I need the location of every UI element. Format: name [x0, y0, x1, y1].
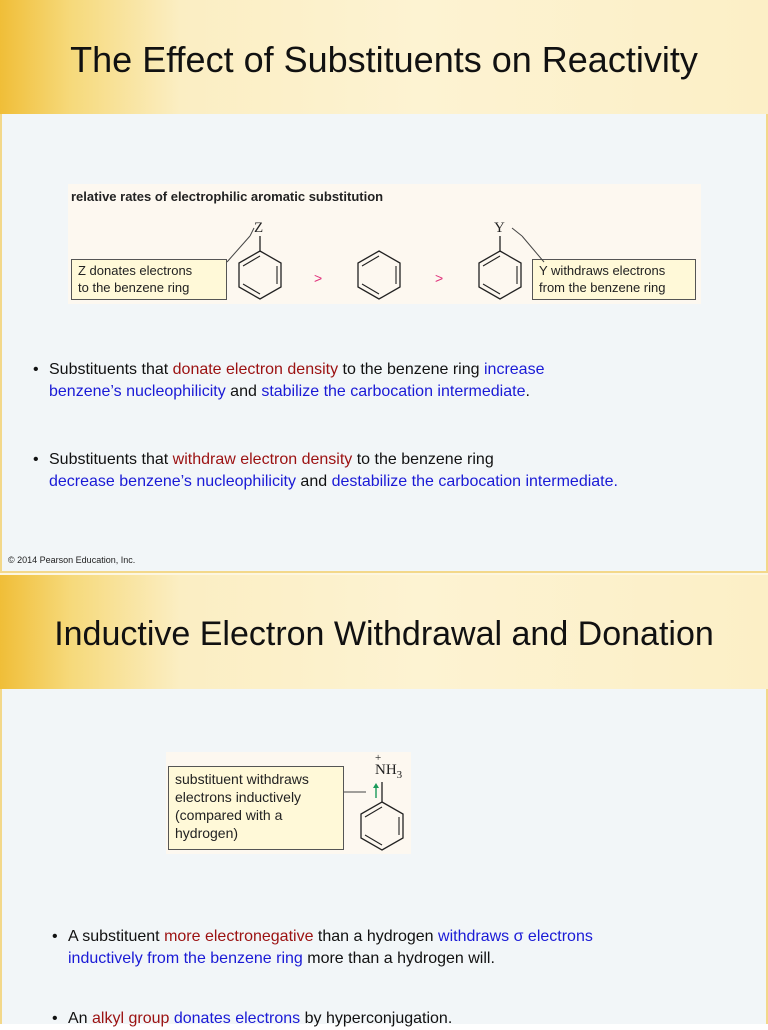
bullet-donating [33, 359, 749, 403]
inductive-callout-line: electrons inductively [175, 789, 302, 805]
bullet-text: by hyperconjugation. [300, 1010, 453, 1027]
group-subscript: 3 [396, 769, 403, 781]
ammonium-group-label [375, 762, 402, 781]
bullet-text: to the benzene ring [338, 361, 484, 378]
bullet-line [68, 948, 758, 970]
benzene-structures [68, 184, 701, 304]
slide-title: Inductive Electron Withdrawal and Donation [54, 615, 714, 653]
bullet-dot: • [33, 361, 39, 378]
inductive-callout-line: substituent withdraws [175, 771, 309, 787]
bullet-text: . [525, 383, 530, 400]
bullet-line [68, 926, 758, 948]
title-bar [0, 575, 768, 689]
bullet-dot: • [33, 451, 39, 468]
substituent-y-label: Y [494, 220, 505, 236]
bullet-text-blue: increase [483, 361, 545, 378]
inductive-arrow [373, 783, 379, 798]
bullet-text-red: alkyl group [92, 1010, 170, 1027]
inductive-callout-line: hydrogen) [175, 825, 239, 841]
bullet-text-red: more electronegative [164, 928, 314, 945]
bullet-text-red: donate electron density [172, 361, 339, 378]
relative-rates-figure [68, 184, 701, 304]
bullet-text-red: withdraw electron density [172, 451, 353, 468]
bullet-electronegative [52, 926, 758, 970]
substituent-z-label: Z [254, 220, 264, 236]
donor-callout-line: Z donates electrons [78, 263, 193, 278]
greater-than-sign: > [435, 270, 444, 286]
benzene-z-ring [239, 236, 281, 299]
donor-callout-line: to the benzene ring [78, 280, 190, 295]
bullet-text: Substituents that [49, 451, 173, 468]
bullet-text: to the benzene ring [352, 451, 494, 468]
bullet-dot: • [52, 928, 58, 945]
bullet-dot: • [52, 1010, 58, 1027]
bullet-text-blue: decrease benzene’s nucleophilicity [49, 473, 296, 490]
bullet-withdrawing [33, 449, 749, 493]
inductive-withdrawal-figure [166, 752, 411, 854]
bullet-line [49, 471, 749, 493]
group-symbol: NH [375, 762, 397, 778]
bullet-text: A substituent [68, 928, 165, 945]
bullet-text-blue: withdraws σ electrons [438, 928, 593, 945]
figure-caption: relative rates of electrophilic aromatic substitution [71, 189, 384, 204]
bullet-text-blue: stabilize the carbocation intermediate [261, 383, 526, 400]
bullet-text-blue: donates electrons [173, 1010, 301, 1027]
bullet-line [68, 1008, 758, 1030]
bullet-text: Substituents that [49, 361, 173, 378]
bullet-text: An [68, 1010, 93, 1027]
benzene-ring [358, 251, 400, 299]
bullet-alkyl [52, 1008, 758, 1030]
bullet-text: more than a hydrogen will. [302, 950, 495, 967]
title-bar [0, 0, 768, 114]
slide-body [0, 689, 768, 1024]
greater-than-sign: > [314, 270, 323, 286]
positive-charge-label: + [375, 752, 382, 764]
bullet-line [49, 381, 749, 403]
copyright-notice: © 2014 Pearson Education, Inc. [8, 555, 136, 565]
bullet-text: and [295, 473, 332, 490]
slide-body [0, 114, 768, 573]
inductive-callout-line: (compared with a [175, 807, 283, 823]
withdrawer-callout-line: Y withdraws electrons [539, 263, 666, 278]
bullet-text: and [225, 383, 262, 400]
bullet-text-blue: benzene’s nucleophilicity [49, 383, 226, 400]
bullet-text-blue: inductively from the benzene ring [68, 950, 303, 967]
slide-title: The Effect of Substituents on Reactivity [70, 39, 698, 80]
withdrawer-callout-line: from the benzene ring [539, 280, 666, 295]
bullet-text: than a hydrogen [313, 928, 439, 945]
bullet-line [49, 359, 749, 381]
bullet-text-blue: destabilize the carbocation intermediate. [331, 473, 618, 490]
bullet-line [49, 449, 749, 471]
benzene-y-ring [479, 236, 521, 299]
